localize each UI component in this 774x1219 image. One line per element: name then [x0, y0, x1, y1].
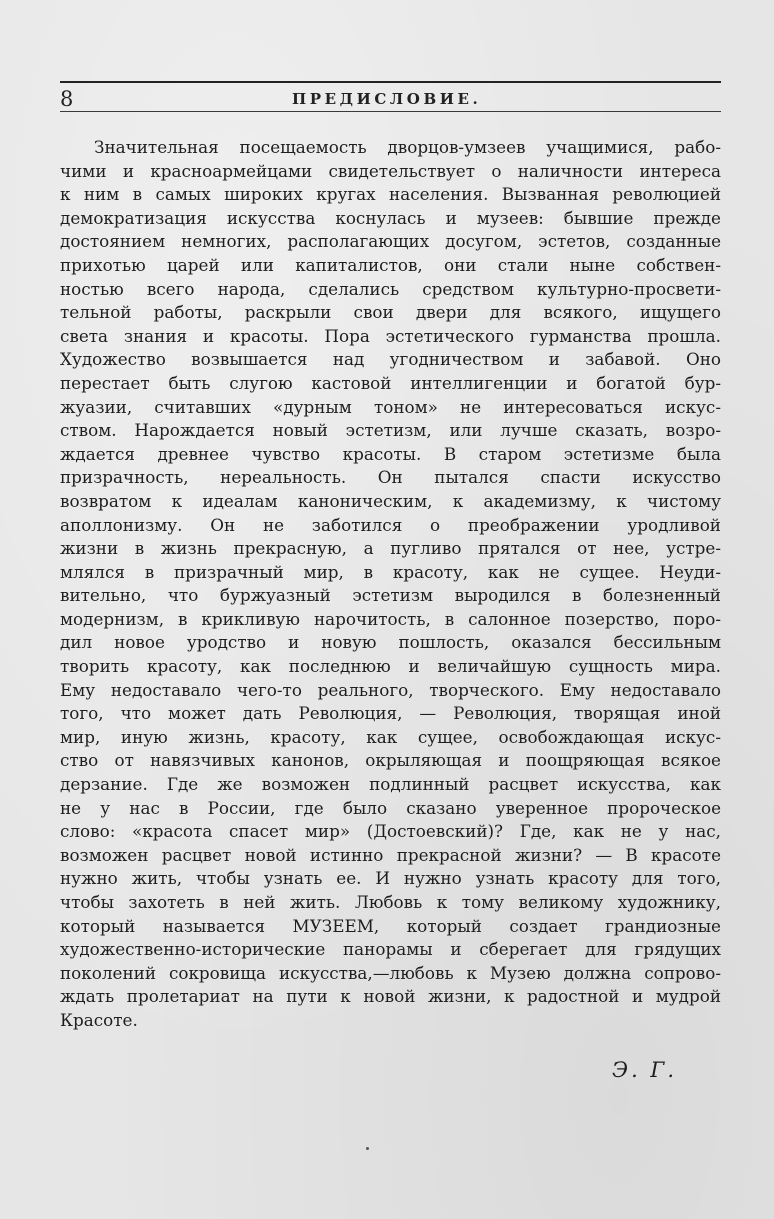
text-line: чими и красноармейцами свидетельствует о наличности интереса [60, 160, 721, 181]
text-line: дерзание. Где же возможен подлинный расцвет искусства, как [60, 774, 721, 795]
text-line: Значительная посещаемость дворцов-умзеев учащимися, рабо- [94, 137, 721, 157]
text-line: аполлонизму. Он не заботился о преображении уродливой [60, 514, 721, 535]
text-line: жуазии, считавших «дурным тоном» не интересоваться искус- [60, 396, 721, 417]
text-line: ством. Нарождается новый эстетизм, или лучше сказать, возро- [60, 420, 721, 441]
text-line: Художество возвышается над угодничеством и забавой. Оно [60, 349, 721, 370]
text-line: света знания и красоты. Пора эстетического гурманства прошла. [60, 325, 721, 346]
text-line: творить красоту, как последнюю и величайшую сущность мира. [60, 656, 721, 677]
text-line: прихотью царей или капиталистов, они стали ныне собствен- [60, 254, 721, 275]
text-line: млялся в призрачный мир, в красоту, как не сущее. Неуди- [60, 561, 721, 582]
text-line: дил новое уродство и новую пошлость, оказался бессильным [60, 632, 721, 653]
text-line: который называется МУЗЕЕМ, который создает грандиозные [60, 915, 721, 936]
text-line: не у нас в России, где было сказано уверенное пророческое [60, 797, 721, 818]
text-line: того, что может дать Революция, — Революция, творящая иной [60, 703, 721, 724]
text-line: жизни в жизнь прекрасную, а пугливо прятался от нее, устре- [60, 538, 721, 559]
text-line: модернизм, в крикливую нарочитость, в салонное позерство, поро- [60, 608, 721, 629]
text-line: мир, иную жизнь, красоту, как сущее, освобождающая искус- [60, 726, 721, 747]
text-line: чтобы захотеть в ней жить. Любовь к тому великому художнику, [60, 892, 721, 912]
text-line: нужно жить, чтобы узнать ее. И нужно узнать красоту для того, [60, 868, 721, 889]
text-line: перестает быть слугою кастовой интеллигенции и богатой бур- [60, 372, 721, 393]
author-signature: Э. Г. [612, 1058, 677, 1082]
page-number: 8 [60, 87, 74, 111]
text-line: ждается древнее чувство красоты. В старом эстетизме была [60, 443, 721, 464]
text-line: слово: «красота спасет мир» (Достоевский)? Где, как не у нас, [60, 821, 721, 842]
text-line: возможен расцвет новой истинно прекрасной жизни? — В красоте [60, 844, 721, 865]
text-line: тельной работы, раскрыли свои двери для всякого, ищущего [60, 302, 721, 323]
running-title: ПРЕДИСЛОВИЕ. [292, 90, 482, 108]
text-line: возвратом к идеалам каноническим, к академизму, к чистому [60, 490, 721, 511]
text-line: поколений сокровища искусства,—любовь к Музею должна сопрово- [60, 962, 721, 983]
text-line: Красоте. [60, 1009, 138, 1030]
text-line: художественно-исторические панорамы и сберегает для грядущих [60, 939, 721, 960]
text-line: достоянием немногих, располагающих досугом, эстетов, созданные [60, 231, 721, 252]
text-line: вительно, что буржуазный эстетизм выродился в болезненный [60, 585, 721, 606]
header-top-rule [60, 81, 721, 83]
paper-speck [366, 1147, 369, 1150]
text-line: демократизация искусства коснулась и музеев: бывшие прежде [60, 207, 721, 228]
header-bottom-rule [60, 111, 721, 112]
page-header [60, 86, 721, 112]
text-line: Ему недоставало чего-то реального, творческого. Ему недоставало [60, 679, 721, 700]
text-line: ностью всего народа, сделались средством культурно-просвети- [60, 278, 721, 299]
text-line: ждать пролетариат на пути к новой жизни, к радостной и мудрой [60, 986, 721, 1007]
text-line: к ним в самых широких кругах населения. Вызванная революцией [60, 184, 721, 205]
text-line: призрачность, нереальность. Он пытался спасти искусство [60, 467, 721, 488]
preface-paragraph [60, 136, 721, 1033]
text-line: ство от навязчивых канонов, окрыляющая и поощряющая всякое [60, 750, 721, 771]
